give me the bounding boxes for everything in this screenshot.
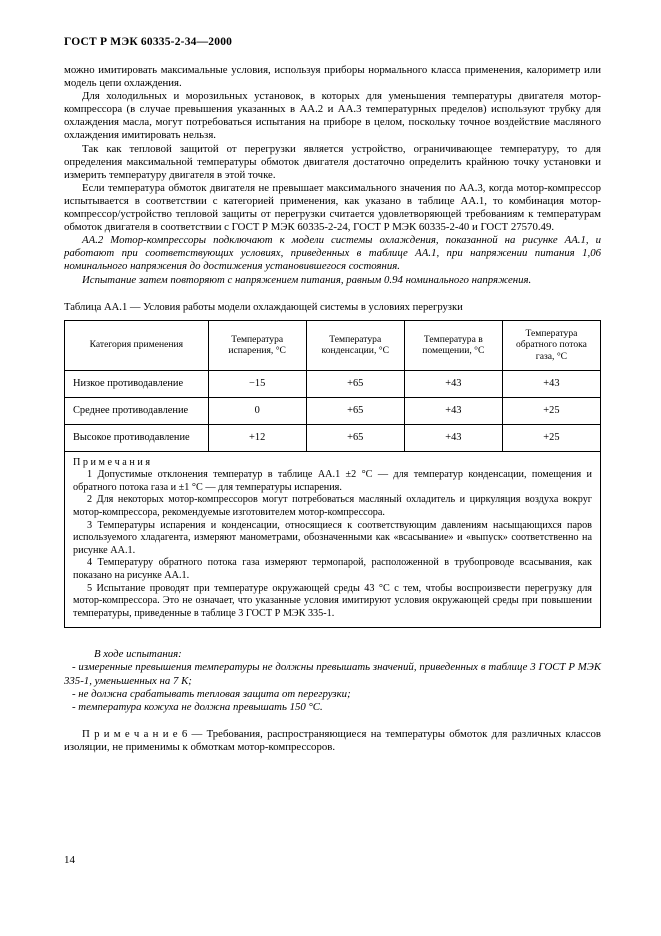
paragraph: Для холодильных и морозильных установок, в которых для уменьшения температуры двигателя мотор-компрессора (в случае превышения указанных в АА.2 и АА.3 температурных пределов) используют трубку для охлаждения масла, могут потребоваться испытания на приборе в целом, поскольку точное воздействие масляного охлаждения имитировать нельзя.	[64, 90, 601, 142]
table-row	[65, 397, 601, 424]
value-cell: +25	[502, 424, 600, 451]
table-note: 3 Температуры испарения и конденсации, относящиеся к соответствующим давлениям насыщающихся паров используемого хладагента, измеряют манометрами, обозначенными как «всасывание» и «выпуск» соответственно на рисунке АА.1.	[73, 519, 592, 556]
category-cell: Среднее противодавление	[65, 397, 209, 424]
column-header-condensation: Температура конденсации, °С	[306, 320, 404, 370]
table-notes-row	[65, 451, 601, 628]
notes-title: П р и м е ч а н и я	[73, 456, 151, 468]
table-notes-cell	[65, 451, 601, 628]
value-cell: +12	[208, 424, 306, 451]
column-header-category: Категория применения	[65, 320, 209, 370]
requirements-intro: В ходе испытания:	[94, 648, 182, 661]
column-header-room: Температура в помещении, °С	[404, 320, 502, 370]
table-head	[65, 320, 601, 370]
paragraph: Так как тепловой защитой от перегрузки является устройство, ограничивающее температуру, то для определения максимальной температуры обмоток двигателя достаточно определить крайнюю точку установки и измерить температуру двигателя в этой точке.	[64, 142, 601, 181]
value-cell: +43	[404, 397, 502, 424]
table-note: 4 Температуру обратного потока газа измеряют термопарой, расположенной в трубопроводе всасывания, как показано на рисунке АА.1.	[73, 557, 592, 581]
document-body	[64, 64, 601, 287]
category-cell: Высокое противодавление	[65, 424, 209, 451]
column-header-evaporation: Температура испарения, °С	[208, 320, 306, 370]
value-cell: +65	[306, 424, 404, 451]
document-header	[64, 36, 601, 48]
test-requirements-block	[64, 648, 601, 713]
table-note: 1 Допустимые отклонения температур в таблице АА.1 ±2 °С — для температур конденсации, помещения и обратного потока газа и ±1 °С — для температуры испарения.	[73, 469, 592, 493]
value-cell: +43	[404, 370, 502, 397]
value-cell: +43	[404, 424, 502, 451]
value-cell: +43	[502, 370, 600, 397]
paragraph: Испытание затем повторяют с напряжением питания, равным 0.94 номинального напряжения.	[82, 273, 532, 286]
value-cell: +65	[306, 370, 404, 397]
requirement-item: - измеренные превышения температуры не должны превышать значений, приведенных в таблице 3 ГОСТ Р МЭК 335-1, уменьшенных на 7 К;	[64, 661, 601, 687]
requirement-item: - температура кожуха не должна превышать 150 °С.	[72, 700, 323, 713]
paragraph-continuation: можно имитировать максимальные условия, используя приборы нормального класса применения, калориметр или модель цепи охлаждения.	[64, 64, 601, 90]
table-header-row	[65, 320, 601, 370]
table-body	[65, 370, 601, 628]
table-row	[65, 424, 601, 451]
table-caption: Таблица АА.1 — Условия работы модели охлаждающей системы в условиях перегрузки	[64, 301, 463, 313]
page-number: 14	[64, 854, 75, 866]
table-note: 2 Для некоторых мотор-компрессоров могут потребоваться масляный охладитель и циркуляция воздуха вокруг мотор-компрессора, рекомендуемые изготовителем мотор-компрессора.	[73, 494, 592, 518]
standard-number: ГОСТ Р МЭК 60335-2-34—2000	[64, 36, 233, 48]
paragraph-clause-aa2: АА.2 Мотор-компрессоры подключают к модели системы охлаждения, показанной на рисунке АА.1, и работают при соответствующих условиях, приведенных в таблице АА.1, при напряжении питания 1,06 номинального напряжения до достижения установившегося состояния.	[64, 234, 601, 273]
column-header-return-gas: Температура обратного потока газа, °С	[502, 320, 600, 370]
table-note: 5 Испытание проводят при температуре окружающей среды 43 °С с тем, чтобы воспроизвести перегрузку для мотор-компрессора. Это не означает, что указанные условия имитируют условия окружающей среды при повышении температуры, приведенные в таблице 3 ГОСТ Р МЭК 335-1.	[73, 582, 592, 619]
note-6: П р и м е ч а н и е 6 — Требования, распространяющиеся на температуры обмоток для различных классов изоляции, не применимы к обмоткам мотор-компрессоров.	[64, 727, 601, 753]
table-row	[65, 370, 601, 397]
value-cell: −15	[208, 370, 306, 397]
value-cell: +65	[306, 397, 404, 424]
value-cell: 0	[208, 397, 306, 424]
requirement-item: - не должна срабатывать тепловая защита от перегрузки;	[72, 687, 351, 700]
category-cell: Низкое противодавление	[65, 370, 209, 397]
value-cell: +25	[502, 397, 600, 424]
paragraph: Если температура обмоток двигателя не превышает максимального значения по АА.3, когда мотор-компрессор испытывается в соответствии с категорией применения, как указано в таблице АА.1, то комбинация мотор-компрессор/устройство тепловой защиты от перегрузки считается удовлетворяющей требованиям к температурам обмоток двигателя в соответствии с ГОСТ Р МЭК 60335-2-24, ГОСТ Р МЭК 60335-2-40 и ГОСТ 27570.49.	[64, 181, 601, 234]
overload-conditions-table	[64, 320, 601, 629]
